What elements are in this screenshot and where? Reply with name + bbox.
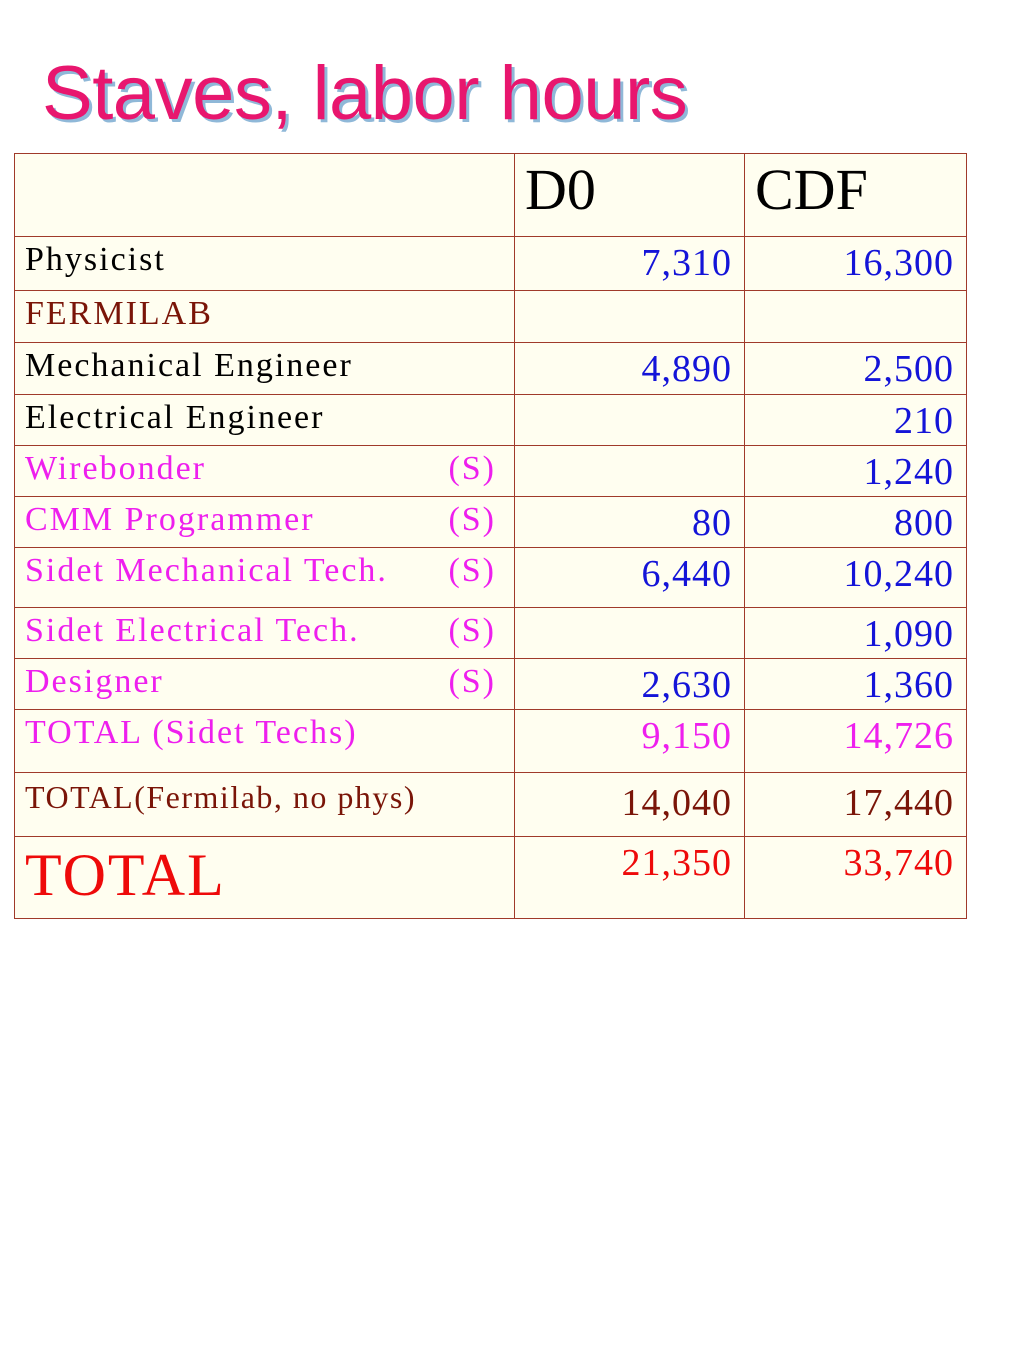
row-label: TOTAL(Fermilab, no phys) [15,773,515,837]
table-row [15,548,967,608]
row-label-cell [15,446,515,497]
table-row [15,497,967,548]
row-label: Wirebonder [25,450,207,487]
row-label-cell [15,497,515,548]
sidet-marker: (S) [448,663,496,700]
row-label-cell [15,608,515,659]
table-row [15,608,967,659]
row-label: Designer [25,663,164,700]
row-cdf-value: 1,090 [745,608,967,659]
table-row [15,446,967,497]
page-title: Staves, labor hours [42,51,688,136]
row-cdf-value: 800 [745,497,967,548]
row-d0-value [515,446,745,497]
header-d0: D0 [515,154,745,237]
table-row [15,343,967,395]
table-row [15,659,967,710]
table-row [15,291,967,343]
table-row [15,710,967,773]
row-label: Sidet Electrical Tech. [25,612,360,649]
table-row [15,237,967,291]
row-label-cell [15,548,515,608]
row-label: Electrical Engineer [15,395,515,446]
row-cdf-value: 17,440 [745,773,967,837]
row-d0-value: 14,040 [515,773,745,837]
sidet-marker: (S) [448,552,496,589]
row-label: FERMILAB [15,291,515,343]
sidet-marker: (S) [448,612,496,649]
row-d0-value: 4,890 [515,343,745,395]
row-label-cell [15,659,515,710]
row-cdf-value: 1,360 [745,659,967,710]
row-label: Mechanical Engineer [15,343,515,395]
row-d0-value [515,395,745,446]
header-label-cell [15,154,515,237]
row-label: TOTAL [15,837,515,919]
row-d0-value: 6,440 [515,548,745,608]
row-cdf-value: 2,500 [745,343,967,395]
sidet-marker: (S) [448,450,496,487]
row-cdf-value: 14,726 [745,710,967,773]
row-d0-value: 2,630 [515,659,745,710]
row-cdf-value: 10,240 [745,548,967,608]
row-cdf-value [745,291,967,343]
table-row [15,773,967,837]
sidet-marker: (S) [448,501,496,538]
row-d0-value: 7,310 [515,237,745,291]
row-d0-value: 9,150 [515,710,745,773]
row-label: CMM Programmer [25,501,315,538]
table-row [15,837,967,919]
row-cdf-value: 33,740 [745,837,967,919]
row-label: Sidet Mechanical Tech. [25,552,388,589]
row-d0-value: 80 [515,497,745,548]
row-cdf-value: 210 [745,395,967,446]
row-d0-value: 21,350 [515,837,745,919]
row-cdf-value: 1,240 [745,446,967,497]
row-d0-value [515,608,745,659]
row-d0-value [515,291,745,343]
table-row [15,395,967,446]
header-cdf: CDF [745,154,967,237]
row-label: TOTAL (Sidet Techs) [15,710,515,773]
row-cdf-value: 16,300 [745,237,967,291]
labor-hours-table [14,153,967,919]
row-label: Physicist [15,237,515,291]
table-header-row [15,154,967,237]
